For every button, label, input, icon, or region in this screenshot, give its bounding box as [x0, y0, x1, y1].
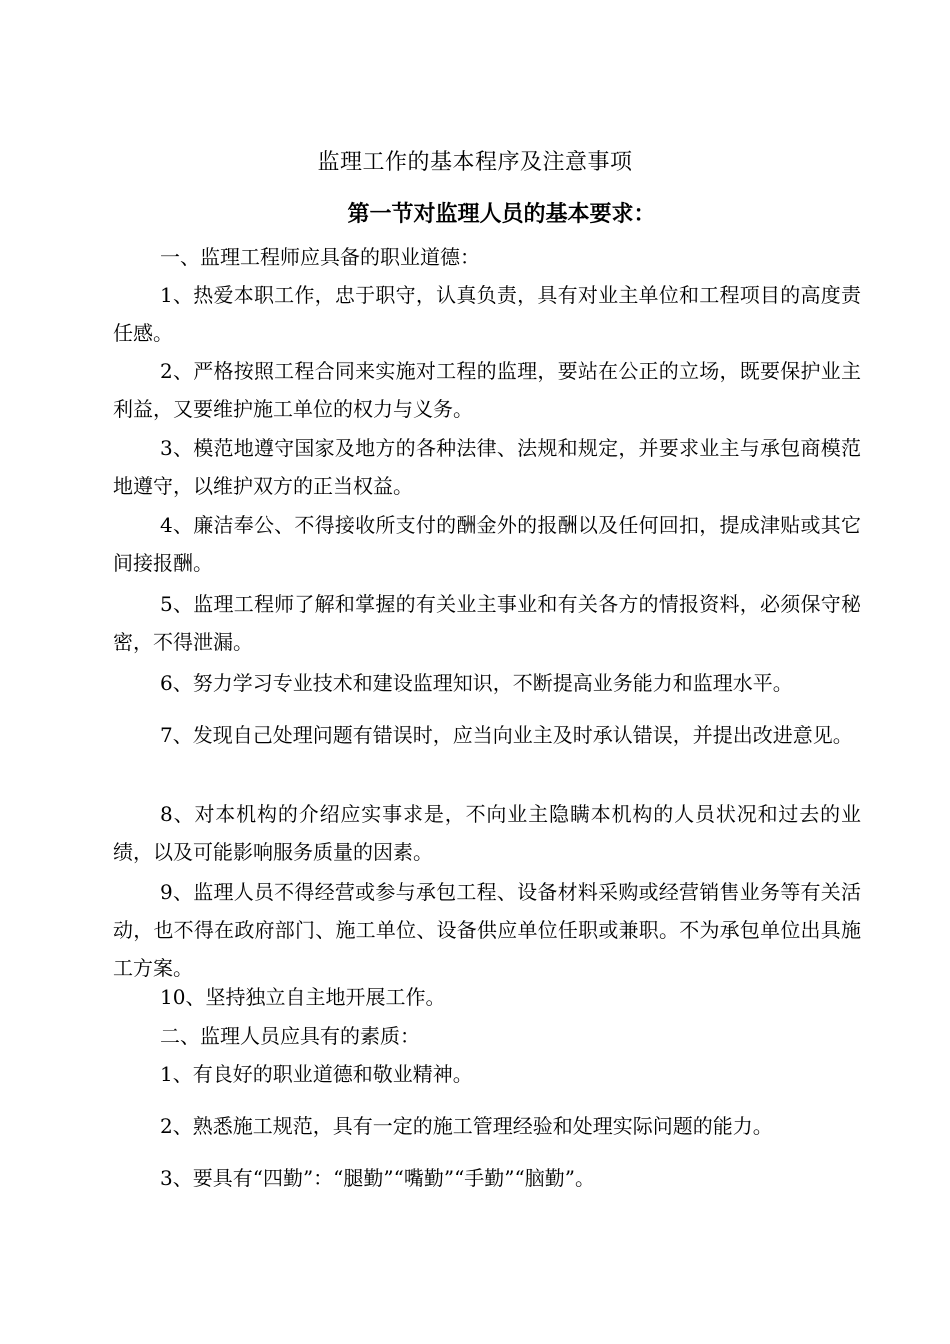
- subsection-heading-qualities: 二、监理人员应具有的素质：: [160, 1024, 420, 1048]
- paragraph-item-5: 5、监理工程师了解和掌握的有关业主事业和有关各方的情报资料，必须保守秘密，不得泄漏。: [113, 592, 861, 654]
- paragraph-item-2: 2、严格按照工程合同来实施对工程的监理，要站在公正的立场，既要保护业主利益，又要维护施工单位的权力与义务。: [113, 359, 861, 421]
- paragraph-item-9: 9、监理人员不得经营或参与承包工程、设备材料采购或经营销售业务等有关活动，也不得在政府部门、施工单位、设备供应单位任职或兼职。不为承包单位出具施工方案。: [113, 880, 861, 980]
- paragraph-item-7: 7、发现自己处理问题有错误时，应当向业主及时承认错误，并提出改进意见。: [160, 723, 853, 747]
- paragraph-item-4: 4、廉洁奉公、不得接收所支付的酬金外的报酬以及任何回扣，提成津贴或其它间接报酬。: [113, 513, 861, 575]
- paragraph-item-6: 6、努力学习专业技术和建设监理知识，不断提高业务能力和监理水平。: [160, 671, 793, 695]
- subsection-heading-ethics: 一、监理工程师应具备的职业道德：: [160, 245, 480, 269]
- paragraph-item-8: 8、对本机构的介绍应实事求是，不向业主隐瞒本机构的人员状况和过去的业绩，以及可能影响服务质量的因素。: [113, 802, 861, 864]
- paragraph-item-3: 3、模范地遵守国家及地方的各种法律、法规和规定，并要求业主与承包商模范地遵守，以维护双方的正当权益。: [113, 436, 861, 498]
- paragraph-item-1: 1、热爱本职工作，忠于职守，认真负责，具有对业主单位和工程项目的高度责任感。: [113, 283, 861, 345]
- quality-item-3: 3、要具有“四勤”：“腿勤”“嘴勤”“手勤”“脑勤”。: [160, 1166, 595, 1190]
- paragraph-item-10: 10、坚持独立自主地开展工作。: [160, 985, 446, 1009]
- section-heading: 第一节对监理人员的基本要求：: [347, 202, 656, 227]
- quality-item-2: 2、熟悉施工规范，具有一定的施工管理经验和处理实际问题的能力。: [160, 1114, 773, 1138]
- quality-item-1: 1、有良好的职业道德和敬业精神。: [160, 1062, 473, 1086]
- document-title: 监理工作的基本程序及注意事项: [317, 150, 633, 175]
